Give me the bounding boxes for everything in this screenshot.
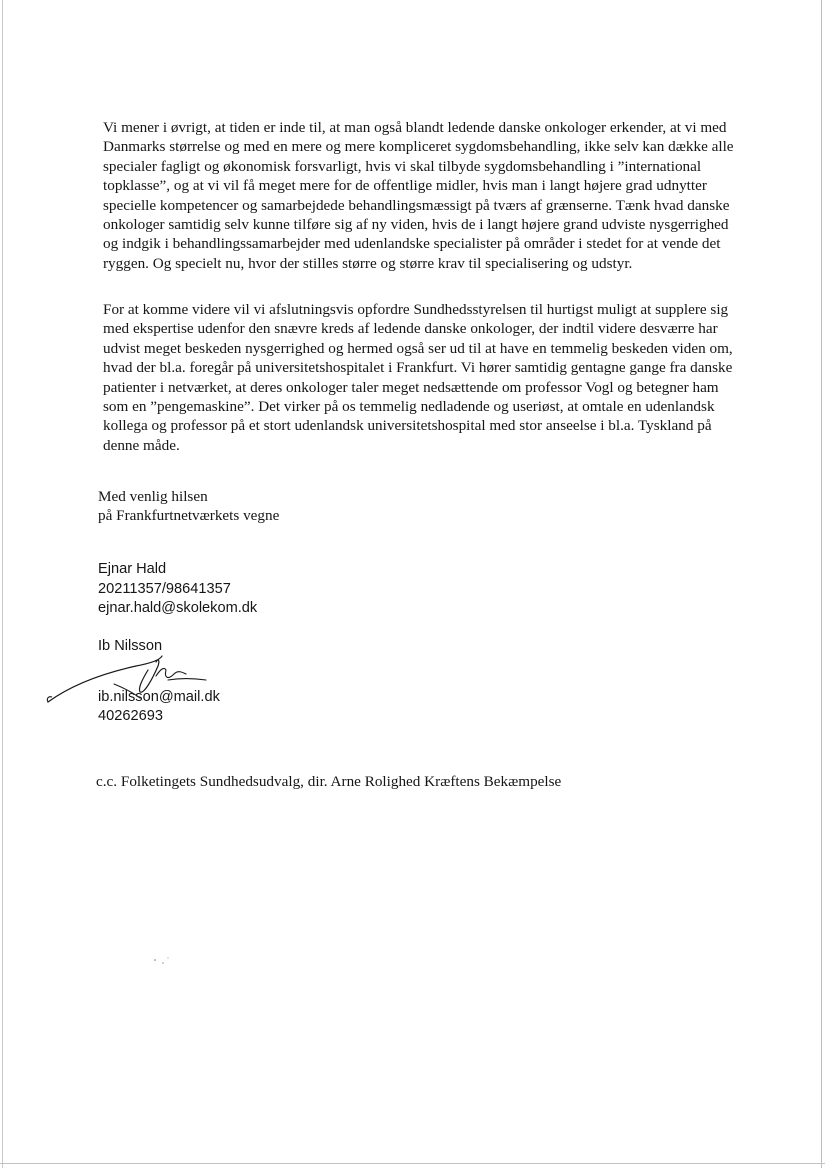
closing-on-behalf: på Frankfurtnetværkets vegne xyxy=(98,507,280,525)
scan-edge-right xyxy=(821,0,822,1168)
signer-1-name: Ejnar Hald xyxy=(98,561,167,577)
signer-1-email: ejnar.hald@skolekom.dk xyxy=(98,600,258,617)
scan-edge-left xyxy=(2,0,3,1168)
cc-line: c.c. Folketingets Sundhedsudvalg, dir. Arne Rolighed Kræftens Bekæmpelse xyxy=(96,773,562,790)
signer-block-1 xyxy=(98,560,257,619)
signer-1-phone: 20211357/98641357 xyxy=(98,580,231,597)
body-paragraph-2: For at komme videre vil vi afslutningsvis opfordre Sundhedsstyrelsen til hurtigst muligt at supplere sig med ekspertise udenfor den snævre kreds af ledende danske onkologer, der indtil videre desværre har udvist meget beskeden nysgerrighed og hermed også ser ud til at have en temmelig beskeden viden om, hvad der bl.a. foregår på universitetshospitalet i Frankfurt. Vi hører samtidig gentagne gange fra danske patienter i netværket, at deres onkologer taler meget nedsættende om professor Vogl og betegner ham som en ”pengemaskine”. Det virker på os temmelig nedladende og useriøst, at omtale en udenlandsk kollega og professor på et stort udenlandsk universitetshospital med stor anseelse i bl.a. Tyskland på denne måde. xyxy=(103,301,733,454)
signer-2-email: ib.nilsson@mail.dk xyxy=(98,688,220,705)
scan-speck xyxy=(150,955,180,967)
closing-block xyxy=(98,487,279,525)
scan-edge-bottom xyxy=(0,1163,825,1164)
closing-greeting: Med venlig hilsen xyxy=(98,488,208,505)
body-paragraph-1: Vi mener i øvrigt, at tiden er inde til, at man også blandt ledende danske onkologer erkender, at vi med Danmarks størrelse og med en mere og mere kompliceret sygdomsbehandling, ikke selv kan dække alle specialer fagligt og økonomisk forsvarligt, hvis vi skal tilbyde sygdomsbehandling i ”international topklasse”, og at vi vil få meget mere for de offentlige midler, hvis man i langt højere grad udnytter specielle kompetencer og samarbejdede behandlingsmæssigt på tværs af grænserne. Tænk hvad danske onkologer samtidig selv kunne tilføre sig af ny viden, hvis de i langt højere grand udviste nysgerrighed og indgik i behandlingssamarbejder med udenlandske specialister på områder i stedet for at vende det ryggen. Og specielt nu, hvor der stilles større og større krav til specialisering og udstyr. xyxy=(103,119,734,272)
signer-2-phone: 40262693 xyxy=(98,708,163,725)
signature-gap xyxy=(98,657,220,688)
signer-block-2 xyxy=(98,637,220,727)
signer-2-name: Ib Nilsson xyxy=(98,638,163,654)
